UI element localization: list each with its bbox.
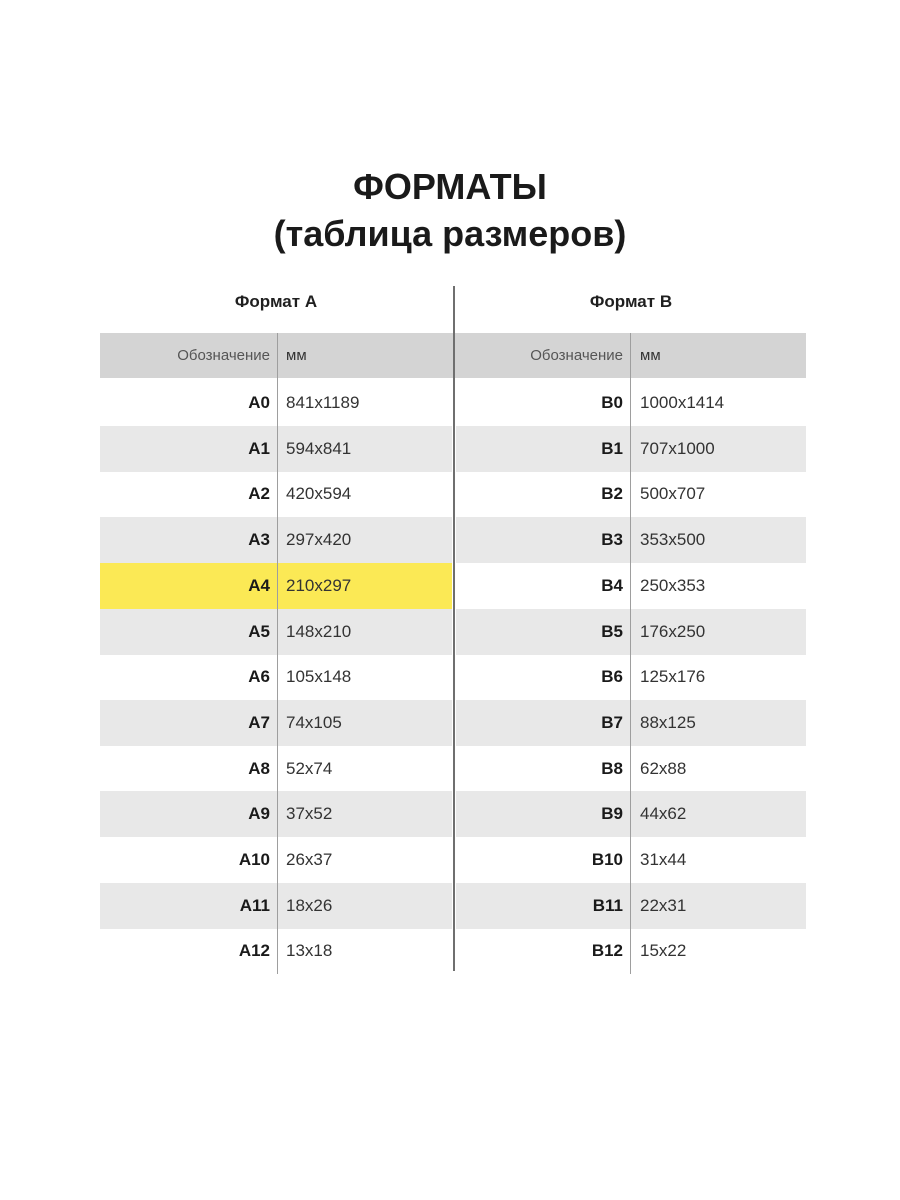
format-code: А8 [248, 759, 270, 778]
format-size-mm: 353x500 [640, 530, 706, 549]
format-code: В4 [601, 576, 623, 595]
format-size-mm: 31x44 [640, 850, 687, 869]
column-divider [630, 333, 631, 974]
format-size-mm: 37x52 [286, 804, 333, 823]
column-divider [277, 333, 278, 974]
format-size-mm: 125x176 [640, 667, 706, 686]
format-code: В5 [601, 622, 623, 641]
format-b-mm-header: мм [640, 347, 661, 364]
format-a-title: Формат А [234, 292, 318, 311]
format-code: В8 [601, 759, 623, 778]
format-size-mm: 15x22 [640, 941, 687, 960]
format-code: В6 [601, 667, 623, 686]
format-code: В0 [601, 393, 623, 412]
format-code: В9 [601, 804, 623, 823]
format-code: В11 [592, 896, 623, 915]
center-divider [453, 286, 455, 971]
format-a-designation-header: Обозначение [177, 347, 270, 364]
format-size-mm: 250x353 [640, 576, 706, 595]
format-size-mm: 13x18 [286, 941, 333, 960]
format-code: А10 [238, 850, 270, 869]
format-code: А0 [248, 393, 270, 412]
format-size-mm: 18x26 [286, 896, 333, 915]
format-size-mm: 420x594 [286, 484, 352, 503]
format-b-title: Формат В [589, 292, 673, 311]
format-code: А12 [238, 941, 270, 960]
format-b-designation-header: Обозначение [530, 347, 623, 364]
format-size-mm: 26x37 [286, 850, 333, 869]
format-size-mm: 44x62 [640, 804, 687, 823]
format-code: В3 [601, 530, 623, 549]
format-code: В12 [591, 941, 623, 960]
format-code: В1 [601, 439, 623, 458]
page-subtitle: (таблица размеров) [273, 213, 627, 254]
format-code: А11 [239, 896, 270, 915]
format-size-mm: 52x74 [286, 759, 333, 778]
format-a-mm-header: мм [286, 347, 307, 364]
format-size-mm: 88x125 [640, 713, 696, 732]
format-size-mm: 841x1189 [286, 393, 360, 412]
format-code: А3 [248, 530, 270, 549]
format-size-mm: 148x210 [286, 622, 352, 641]
format-code: В7 [601, 713, 623, 732]
format-size-mm: 210x297 [286, 576, 352, 595]
format-size-mm: 707x1000 [640, 439, 715, 458]
format-size-mm: 1000x1414 [640, 393, 725, 412]
format-size-mm: 62x88 [640, 759, 687, 778]
format-size-mm: 176x250 [640, 622, 706, 641]
format-code: А1 [248, 439, 270, 458]
format-code: В10 [591, 850, 623, 869]
format-code: В2 [601, 484, 623, 503]
format-size-mm: 22x31 [640, 896, 687, 915]
format-code: А6 [248, 667, 270, 686]
page-title: ФОРМАТЫ [353, 166, 547, 207]
format-code: А2 [248, 484, 270, 503]
format-code: А9 [248, 804, 270, 823]
format-size-mm: 594x841 [286, 439, 352, 458]
format-size-mm: 105x148 [286, 667, 352, 686]
format-size-mm: 297x420 [286, 530, 352, 549]
format-size-mm: 74x105 [286, 713, 342, 732]
format-code: А4 [248, 576, 270, 595]
format-code: А7 [248, 713, 270, 732]
format-size-mm: 500x707 [640, 484, 706, 503]
format-code: А5 [248, 622, 270, 641]
